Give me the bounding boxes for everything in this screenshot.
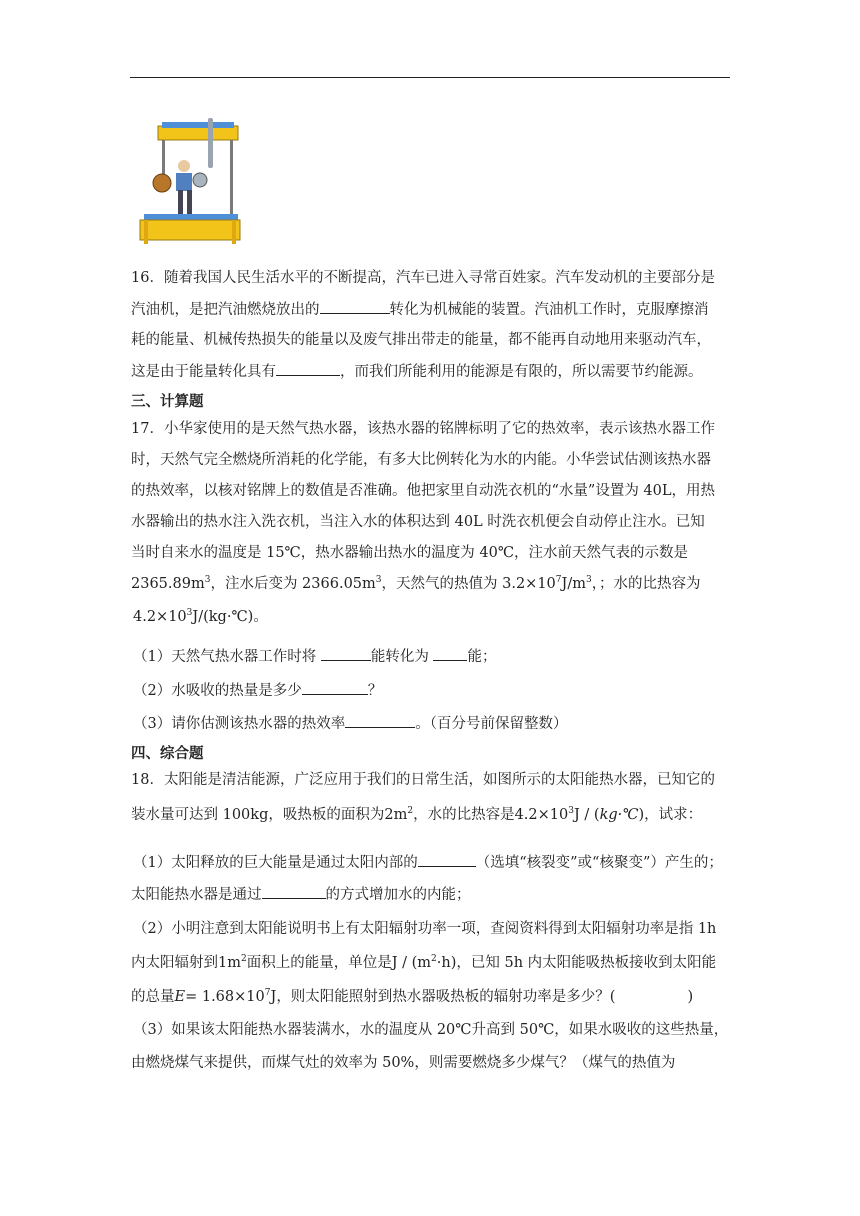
q16-blank-2[interactable]: [276, 361, 340, 376]
q17-line5: 当时自来水的温度是 15℃，热水器输出热水的温度为 40℃，注水前天然气表的示数是: [131, 545, 689, 561]
q18-sub3-line1: （3）如果该太阳能热水器装满水，水的温度从 20℃升高到 50℃，如果水吸收的这些热量，: [133, 1022, 729, 1038]
q18-sub1-line1: （1）太阳释放的巨大能量是通过太阳内部的 （选填“核裂变”或“核聚变”）产生的；: [133, 852, 743, 874]
q17-line4: 水器输出的热水注入洗衣机，当注入水的体积达到 40L 时洗衣机便会自动停止注水。已知: [131, 514, 705, 530]
q17-blank-1[interactable]: [321, 646, 371, 661]
q17-line3: 的热效率，以核对铭牌上的数值是否准确。他把家里自动洗衣机的“水量”设置为 40L，用热: [131, 483, 716, 499]
q16-line2: 汽油机，是把汽油燃烧放出的 转化为机械能的装置。汽油机工作时，克服摩擦消: [131, 299, 741, 321]
q17-blank-3[interactable]: [302, 680, 368, 695]
q17-sub3: （3）请你估测该热水器的热效率 。（百分号前保留整数）: [133, 713, 743, 735]
q18-sub2-line2: 内太阳辐射到$1m^2$面积上的能量，单位是$J / (m^2\cdot h)$，已知 5h 内太阳能吸热板接收到太阳能: [131, 954, 717, 971]
q17-line1: 17．小华家使用的是天然气热水器，该热水器的铭牌标明了它的热效率，表示该热水器工作: [131, 421, 715, 437]
q17-sub2: （2）水吸收的热量是多少 ？: [133, 680, 743, 702]
q16-line1: 16．随着我国人民生活水平的不断提高，汽车已进入寻常百姓家。汽车发动机的主要部分是: [131, 270, 715, 286]
q16-blank-1[interactable]: [320, 299, 390, 314]
q18-line2: 装水量可达到 100kg，吸热板的面积为$2m^2$，水的比热容是$4.2\times 10^3J$ / (kg·℃)，试求：: [131, 806, 703, 823]
section-4-heading: 四、综合题: [131, 746, 204, 762]
q18-blank-1[interactable]: [418, 852, 476, 867]
q17-line2: 时，天然气完全燃烧所消耗的化学能，有多大比例转化为水的内能。小华尝试估测该热水器: [131, 452, 711, 468]
q18-sub3-line2: 由燃烧煤气来提供，而煤气灶的效率为 50%，则需要燃烧多少煤气？（煤气的热值为: [131, 1055, 676, 1071]
q16-line3: 耗的能量、机械传热损失的能量以及废气排出带走的能量，都不能再自动地用来驱动汽车，: [131, 332, 711, 348]
q17-blank-4[interactable]: [345, 713, 415, 728]
q17-line6: $2365.89m^3$，注水后变为 $2366.05m^3$，天然气的热值为 $3.2\times 10^7J/m^3$，；水的比热容为: [131, 575, 701, 592]
q16-line4: 这是由于能量转化具有 ，而我们所能利用的能源是有限的，所以需要节约能源。: [131, 361, 741, 383]
q18-sub2-line1: （2）小明注意到太阳能说明书上有太阳辐射功率一项，查阅资料得到太阳辐射功率是指 1h: [133, 921, 717, 937]
q17-sub1: （1）天然气热水器工作时将 能转化为 能；: [133, 646, 743, 668]
q18-sub1-line2: 太阳能热水器是通过 的方式增加水的内能；: [131, 884, 741, 906]
q17-blank-2[interactable]: [433, 646, 467, 661]
q18-blank-2[interactable]: [262, 884, 326, 899]
q18-line1: 18．太阳能是清洁能源，广泛应用于我们的日常生活，如图所示的太阳能热水器，已知它的: [131, 772, 715, 788]
section-3-heading: 三、计算题: [131, 394, 204, 410]
q18-sub2-line3: 的总量$E= 1.68\times 10^7J$，则太阳能照射到热水器吸热板的辐射功率是多少？( ): [131, 988, 694, 1005]
q17-line7: $4.2\times 10^3J/(kg\cdot℃)$。: [133, 608, 268, 625]
header-rule: [130, 77, 730, 78]
water-wheel-illustration: [138, 118, 242, 244]
